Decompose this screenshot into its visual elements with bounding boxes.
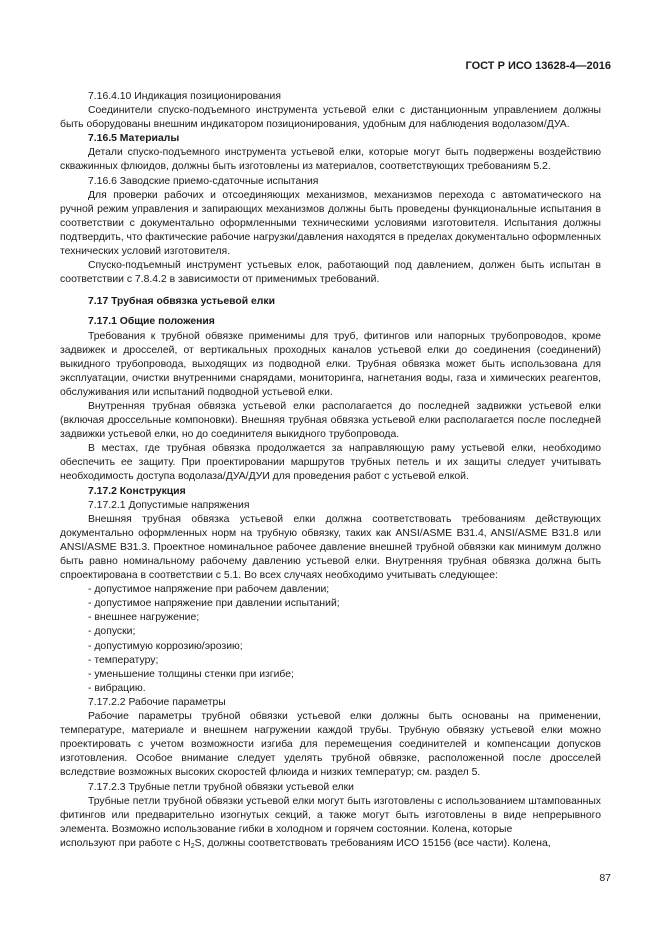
section-heading: 7.17.2 Конструкция xyxy=(88,485,186,497)
paragraph: Внутренняя трубная обвязка устьевой елки располагается до последней задвижки устьевой елки (включая дроссельные компоновки). Внешняя трубная обвязка устьевой елки располагается после последней задвижки устьевой елки, но до соединителя выкидного трубопровода. xyxy=(60,400,601,441)
document-body xyxy=(60,90,601,851)
list-item: - температуру; xyxy=(88,654,159,666)
paragraph: 7.17.2.3 Трубные петли трубной обвязки устьевой елки xyxy=(88,781,354,793)
paragraph: Внешняя трубная обвязка устьевой елки должна соответствовать требованиям действующих документально оформленных норм на трубную обвязку, таких как ANSI/ASME B31.4, ANSI/ASME B31.8 или ANSI/ASME B31.3. Проектное номинальное рабочее давление внешней трубной обвязки как минимум должно быть равно номинальному рабочему давлению устьевой елки. Внутренняя трубная обвязка должна быть спроектирована в соответствии с 5.1. Во всех случаях необходимо учитывать следующее: xyxy=(60,513,601,582)
list-item: - уменьшение толщины стенки при изгибе; xyxy=(88,668,294,680)
paragraph: Для проверки рабочих и отсоединяющих механизмов, механизмов перехода с автоматического на ручной режим управления и запирающих механизмов должны быть проведены функциональные испытания в соответствии с документально оформленными техническими условиями изготовителя. Испытания должны подтвердить, что фактические рабочие нагрузки/давления находятся в пределах документально оформленных технических условий изготовителя. xyxy=(60,189,601,258)
paragraph: Трубные петли трубной обвязки устьевой елки могут быть изготовлены с использованием штампованных фитингов или предварительно изогнутых секций, а также могут быть изготовлены в виде непрерывного элемента. Возможно использование гибки в холодном и горячем состоянии. Колена, которые xyxy=(60,795,601,835)
page-number: 87 xyxy=(599,872,611,884)
section-heading: 7.17 Трубная обвязка устьевой елки xyxy=(88,296,275,308)
text-fragment: S, должны соответствовать требованиям ИСО 15156 (все части). Колена, xyxy=(194,837,551,849)
paragraph: 7.16.6 Заводские приемо-сдаточные испытания xyxy=(88,175,319,187)
document-header: ГОСТ Р ИСО 13628-4—2016 xyxy=(465,60,611,72)
paragraph: Детали спуско-подъемного инструмента устьевой елки, которые могут быть подвержены воздействию скважинных флюидов, должны быть изготовлены из материалов, соответствующих требованиям 5.2. xyxy=(60,147,601,173)
list-item: - допустимое напряжение при давлении испытаний; xyxy=(88,598,340,610)
paragraph: Требования к трубной обвязке применимы для труб, фитингов или напорных трубопроводов, кроме задвижек и дросселей, от вертикальных проходных каналов устьевой елки до соединения (соединений) выкидного трубопровода, выходящих из подводной елки. Трубная обвязка может быть использована для эксплуатации, очистки внутренними снарядами, мониторинга, нагнетания воды, газа и химических реагентов, обслуживания или испытаний подводной устьевой елки. xyxy=(60,330,601,398)
paragraph: В местах, где трубная обвязка продолжается за направляющую раму устьевой елки, необходимо обеспечить ее защиту. При проектировании маршрутов трубных петель и их защиты следует учитывать необходимость доступа водолаза/ДУА/ДУИ для проведения работ с устьевой елкой. xyxy=(60,443,601,483)
list-item: - допустимую коррозию/эрозию; xyxy=(88,640,243,652)
paragraph: 7.17.2.1 Допустимые напряжения xyxy=(88,499,250,511)
list-item: - допустимое напряжение при рабочем давлении; xyxy=(88,584,330,596)
list-item: - вибрацию. xyxy=(88,682,146,694)
paragraph xyxy=(60,837,601,851)
paragraph: 7.16.4.10 Индикация позиционирования xyxy=(88,91,281,102)
paragraph: Рабочие параметры трубной обвязки устьевой елки должны быть основаны на применении, температуре, материале и внешнем нагружении каждой трубы. Трубную обвязку устьевой елки можно проектировать с учетом возможности изгиба для перемещения соединителей и компенсации допусков изготовления. Особое внимание следует уделять трубной обвязке, расположенной после дросселей вследствие возможных высоких скоростей флюида и низких температур; см. раздел 5. xyxy=(60,711,601,779)
subscript: 2 xyxy=(190,842,195,850)
section-heading: 7.16.5 Материалы xyxy=(88,133,180,145)
section-heading: 7.17.1 Общие положения xyxy=(88,316,215,328)
paragraph: Спуско-подъемный инструмент устьевых елок, работающий под давлением, должен быть испытан в соответствии с 7.8.4.2 в зависимости от применимых требований. xyxy=(60,260,601,286)
list-item: - допуски; xyxy=(88,626,136,638)
paragraph: 7.17.2.2 Рабочие параметры xyxy=(88,696,226,708)
text-fragment: используют при работе с H xyxy=(60,837,191,849)
paragraph: Соединители спуско-подъемного инструмента устьевой елки с дистанционным управлением должны быть оборудованы внешним индикатором позиционирования, удобным для наблюдения водолазом/ДУА. xyxy=(60,105,601,131)
list-item: - внешнее нагружение; xyxy=(88,612,200,624)
